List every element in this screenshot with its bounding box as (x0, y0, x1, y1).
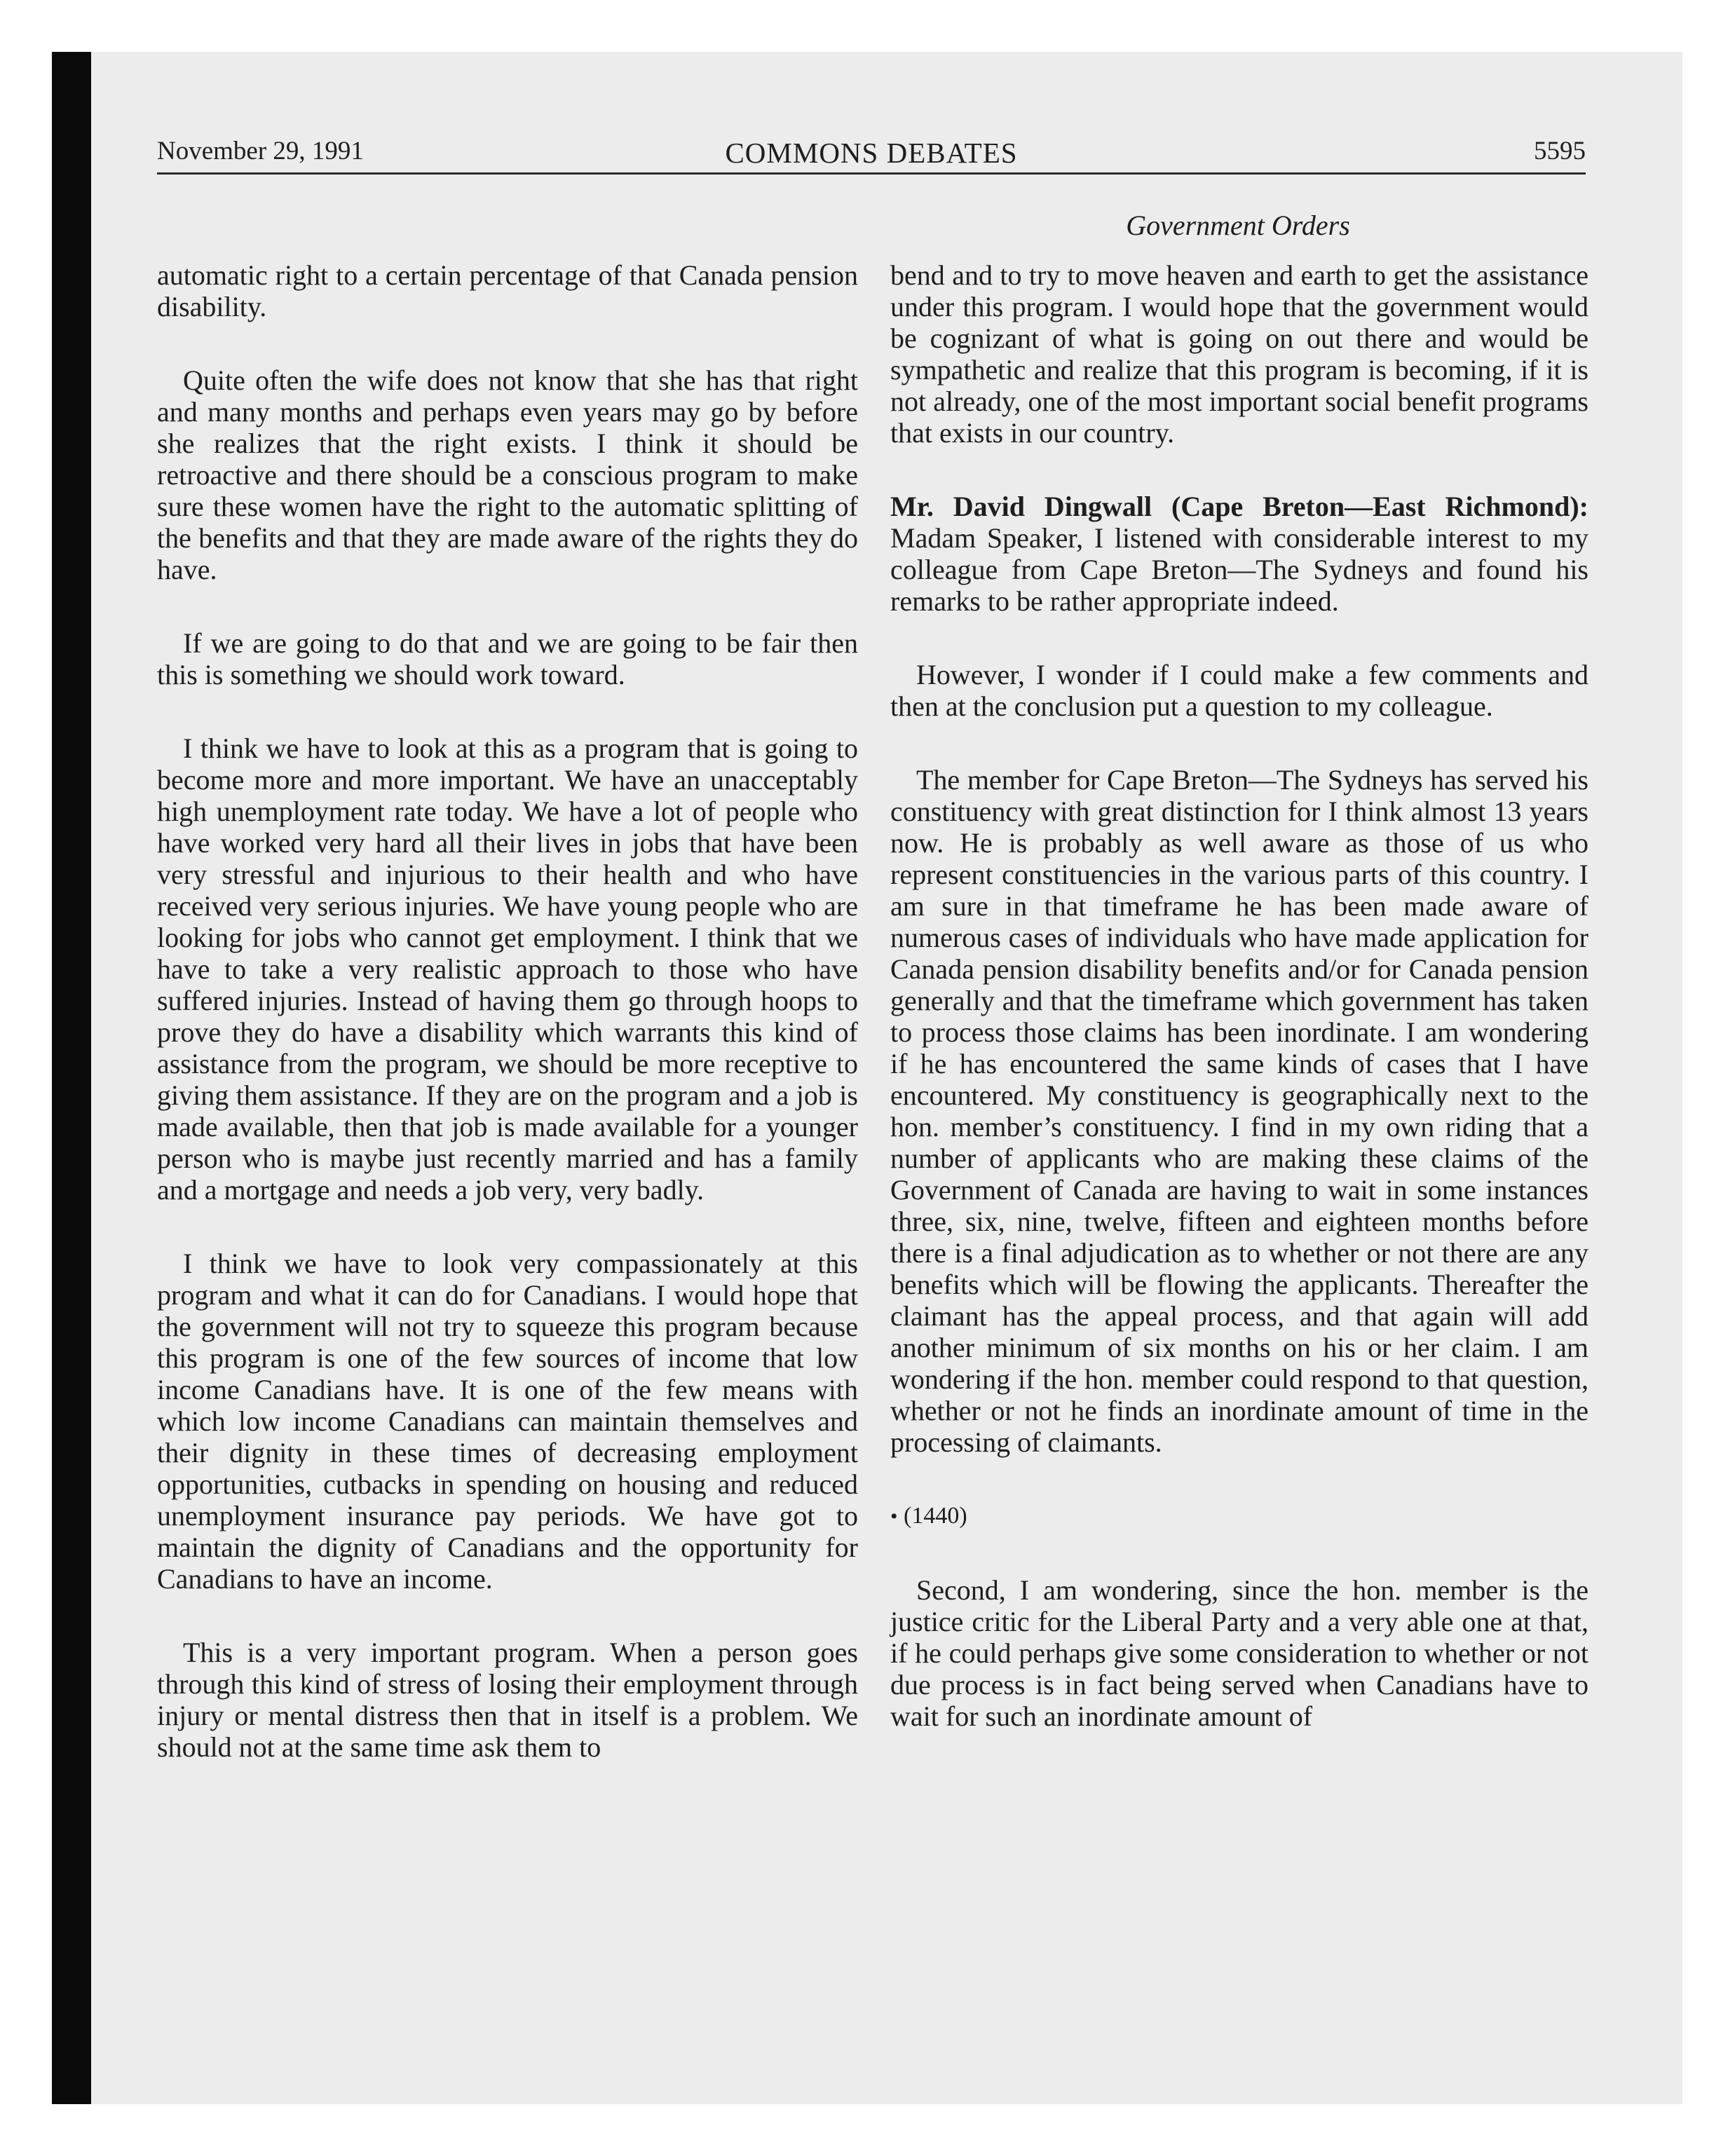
left-column (157, 259, 858, 1805)
time-marker (890, 1500, 1588, 1532)
paragraph: However, I wonder if I could make a few comments and then at the conclusion put a question to my colleague. (890, 659, 1588, 722)
page-binding-edge (52, 52, 91, 2104)
header-date: November 29, 1991 (157, 137, 364, 165)
scanned-page (52, 52, 1682, 2104)
speaker-name: Mr. David Dingwall (Cape Breton—East Richmond): (890, 491, 1588, 522)
paragraph: This is a very important program. When a person goes through this kind of stress of losing their employment through injury or mental distress then that in itself is a problem. We should not at the same time ask them to (157, 1637, 858, 1763)
paragraph: I think we have to look at this as a program that is going to become more and more important. We have an unacceptably high unemployment rate today. We have a lot of people who have worked very hard all their lives in jobs that have been very stressful and injurious to their health and who have received very serious injuries. We have young people who are looking for jobs who cannot get employment. I think that we have to take a very realistic approach to those who have suffered injuries. Instead of having them go through hoops to prove they do have a disability which warrants this kind of assistance from the program, we should be more receptive to giving them assistance. If they are on the program and a job is made available, then that job is made available for a younger person who is maybe just recently married and has a family and a mortgage and needs a job very, very badly. (157, 732, 858, 1206)
paragraph: automatic right to a certain percentage of that Canada pension disability. (157, 259, 858, 322)
right-column (890, 259, 1588, 1774)
paragraph: Second, I am wondering, since the hon. member is the justice critic for the Liberal Party and a very able one at that, if he could perhaps give some consideration to whether or not due process is in fact being served when Canadians have to wait for such an inordinate amount of (890, 1574, 1588, 1732)
paragraph: Quite often the wife does not know that she has that right and many months and perhaps even years may go by before she realizes that the right exists. I think it should be retroactive and there should be a conscious program to make sure these women have the right to the automatic splitting of the benefits and that they are made aware of the rights they do have. (157, 364, 858, 585)
time-marker-text: (1440) (904, 1503, 967, 1529)
header-page-number: 5595 (1534, 137, 1586, 165)
paragraph: The member for Cape Breton—The Sydneys has served his constituency with great distinction for I think almost 13 years now. He is probably as well aware as those of us who represent constituencies in the various parts of this country. I am sure in that timeframe he has been made aware of numerous cases of individuals who have made application for Canada pension disability benefits and/or for Canada pension generally and that the timeframe which government has taken to process those claims has been inordinate. I am wondering if he has encountered the same kinds of cases that I have encountered. My constituency is geographically next to the hon. member’s constituency. I find in my own riding that a number of applicants who are making these claims of the Government of Canada are having to wait in some instances three, six, nine, twelve, fifteen and eighteen months before there is a final adjudication as to whether or not there are any benefits which will be flowing the applicants. Thereafter the claimant has the appeal process, and that again will add another minimum of six months on his or her claim. I am wondering if the hon. member could respond to that question, whether or not he finds an inordinate amount of time in the processing of claimants. (890, 764, 1588, 1458)
header-publication-title: COMMONS DEBATES (725, 137, 1018, 169)
speaker-text: Madam Speaker, I listened with considerable interest to my colleague from Cape Breton—The Sydneys and found his remarks to be rather appropriate indeed. (890, 522, 1588, 617)
bullet-icon: • (890, 1505, 898, 1528)
paragraph: bend and to try to move heaven and earth to get the assistance under this program. I would hope that the government would be cognizant of what is going on out there and would be sympathetic and realize that this program is becoming, if it is not already, one of the most important social benefit programs that exists in our country. (890, 259, 1588, 449)
page-header (157, 130, 1586, 175)
paragraph: I think we have to look very compassionately at this program and what it can do for Canadians. I would hope that the government will not try to squeeze this program because this program is one of the few sources of income that low income Canadians have. It is one of the few means with which low income Canadians can maintain themselves and their dignity in these times of decreasing employment opportunities, cutbacks in spending on housing and reduced unemployment insurance pay periods. We have got to maintain the dignity of Canadians and the opportunity for Canadians to have an income. (157, 1248, 858, 1595)
paragraph: If we are going to do that and we are going to be fair then this is something we should work toward. (157, 627, 858, 690)
section-label: Government Orders (1126, 210, 1350, 241)
speaker-paragraph (890, 491, 1588, 617)
